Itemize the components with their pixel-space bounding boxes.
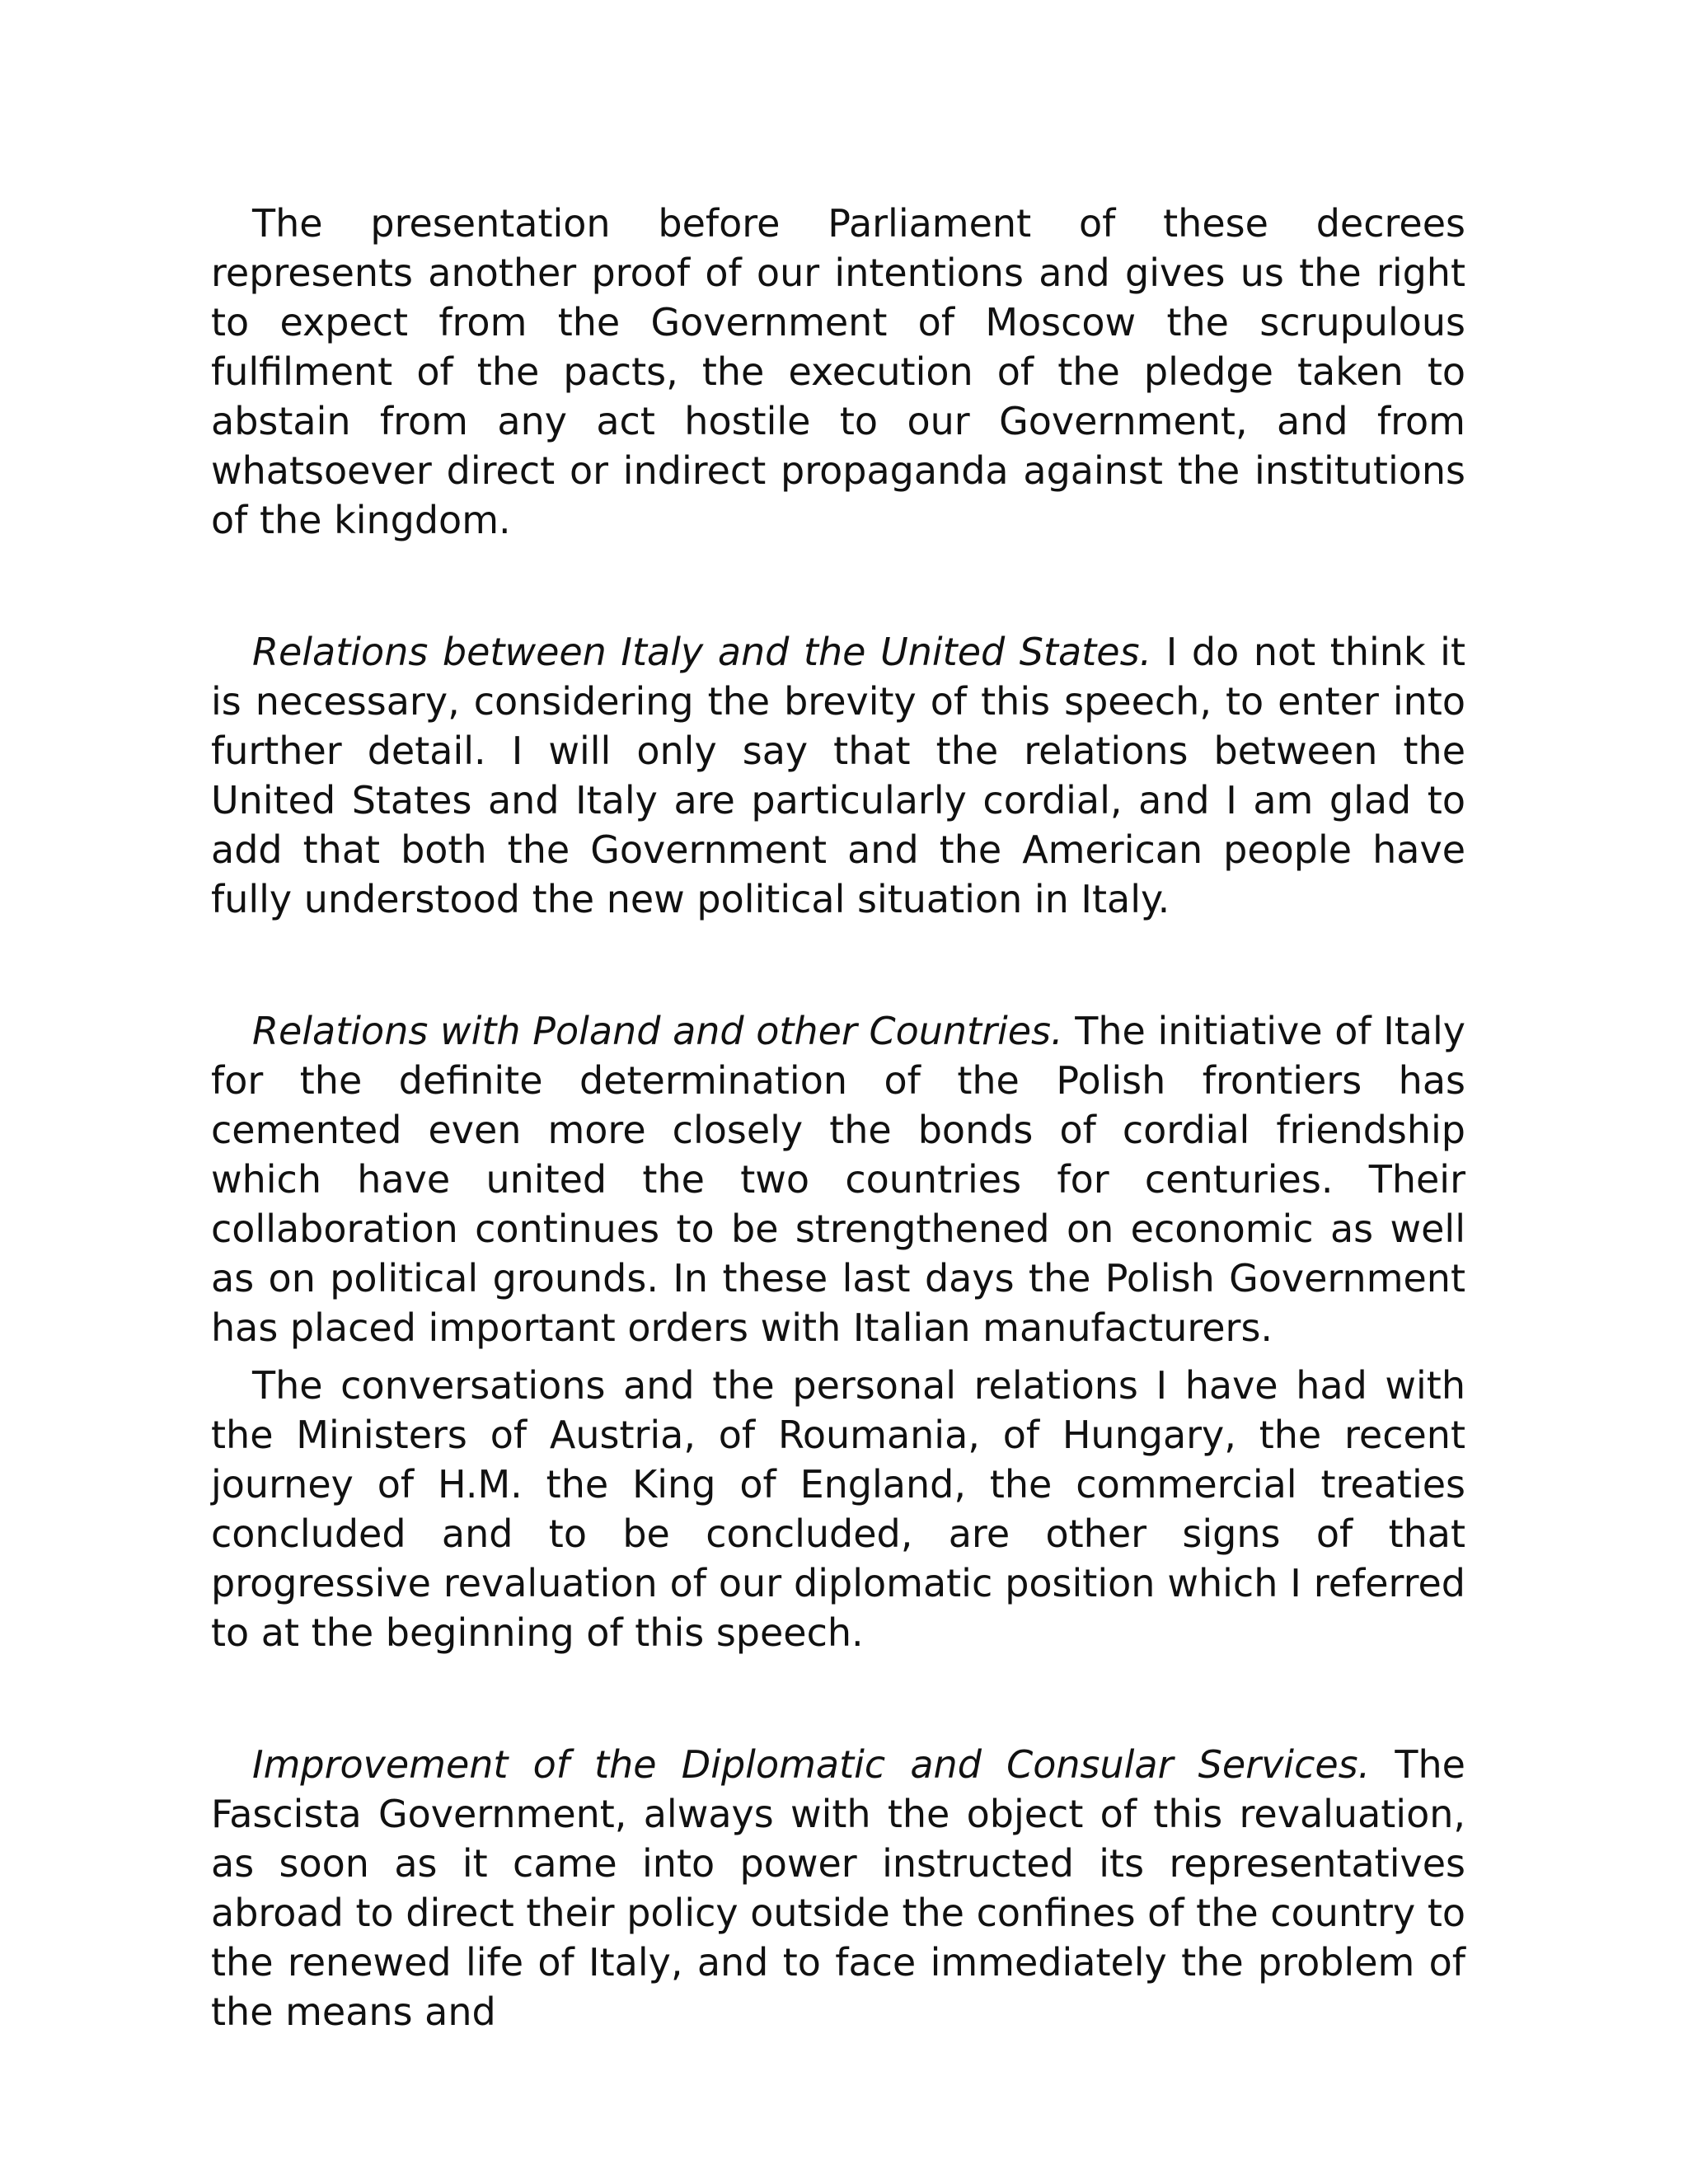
paragraph-italy-united-states <box>211 627 1465 924</box>
paragraph-conversations-ministers <box>211 1361 1465 1657</box>
paragraph-text: The Fascista Government, always with the object of this revaluation, as soon as it came into power instructed its representatives abroad to direct their policy outside the confines of the country to the renewed life of Italy, and to face immediately the problem of the means and <box>211 1742 1465 2034</box>
paragraph-text: The initiative of Italy for the definite determination of the Polish frontiers has cemented even more closely the bonds of cordial friendship which have united the two countries for centuries. Their collaboration continues to be strengthened on economic as well as on political grounds. In these last days the Polish Government has placed important orders with Italian manufacturers. <box>211 1009 1466 1350</box>
paragraph-text: I do not think it is necessary, considering the brevity of this speech, to enter into further detail. I will only say that the relations between the United States and Italy are particularly cordial, and I am glad to add that both the Government and the American people have fully understood the new political situation in Italy. <box>211 630 1465 921</box>
document-page <box>211 199 1465 2036</box>
paragraph-diplomatic-services <box>211 1740 1465 2036</box>
paragraph-moscow-decrees <box>211 199 1465 545</box>
paragraph-text: The presentation before Parliament of these decrees represents another proof of our intentions and gives us the right to expect from the Government of Moscow the scrupulous fulfilment of the pacts, the execution of the pledge taken to abstain from any act hostile to our Government, and from whatsoever direct or indirect propaganda against the institutions of the kingdom. <box>211 201 1465 542</box>
paragraph-text: The conversations and the personal relations I have had with the Ministers of Austria, of Roumania, of Hungary, the recent journey of H.M. the King of England, the commercial treaties concluded and to be concluded, are other signs of that progressive revaluation of our diplomatic position which I referred to at the beginning of this speech. <box>211 1363 1465 1655</box>
paragraph-poland-relations <box>211 1006 1465 1352</box>
section-heading: Improvement of the Diplomatic and Consular Services. <box>252 1742 1371 1787</box>
section-heading: Relations between Italy and the United States. <box>252 630 1152 674</box>
section-heading: Relations with Poland and other Countries. <box>252 1009 1063 1053</box>
